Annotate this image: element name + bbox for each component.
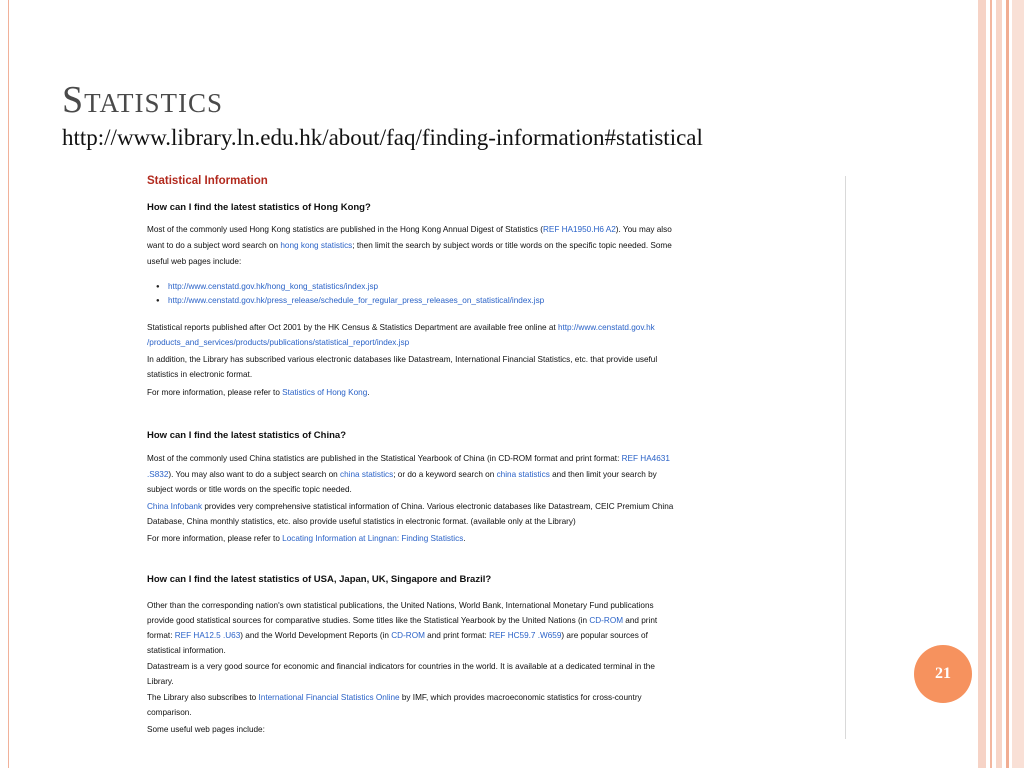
link-statistics-of-hong-kong[interactable]: Statistics of Hong Kong — [282, 388, 368, 397]
paragraph — [147, 238, 672, 254]
link-ref[interactable]: REF HA1950.H6 A2 — [542, 225, 616, 234]
link-censtatd[interactable]: http://www.censtatd.gov.hk — [557, 323, 655, 332]
link-censtatd-reports[interactable]: /products_and_services/products/publications/statistical_report/index.jsp — [147, 338, 410, 347]
paragraph: In addition, the Library has subscribed various electronic databases like Datastream, International Financial Statistics, etc. that provide useful — [147, 355, 658, 364]
decor-stripe — [1006, 0, 1009, 768]
decor-left-line — [8, 0, 9, 768]
text: The Library also subscribes to — [147, 693, 259, 702]
question-hong-kong: How can I find the latest statistics of Hong Kong? — [147, 202, 371, 213]
text: Most of the commonly used Hong Kong statistics are published in the Hong Kong Annual Digest of Statistics ( — [147, 225, 543, 234]
text: For more information, please refer to — [147, 534, 283, 543]
screenshot-border — [845, 176, 846, 739]
paragraph: statistical information. — [147, 646, 226, 655]
text: ). You may also — [615, 225, 672, 234]
paragraph — [147, 499, 673, 515]
text: . — [367, 388, 370, 397]
paragraph: Datastream is a very good source for economic and financial indicators for countries in the world. It is available at a dedicated terminal in the — [147, 662, 655, 671]
paragraph — [147, 467, 657, 483]
decor-stripe — [990, 0, 992, 768]
text: For more information, please refer to — [147, 388, 283, 397]
slide-subtitle-url[interactable]: http://www.library.ln.edu.hk/about/faq/finding-information#statistical — [62, 125, 703, 150]
list-item — [156, 294, 544, 308]
link-censtatd-stats[interactable]: http://www.censtatd.gov.hk/hong_kong_statistics/index.jsp — [168, 282, 379, 291]
paragraph — [147, 628, 648, 644]
link-hong-kong-statistics[interactable]: hong kong statistics — [280, 241, 353, 250]
page-number-badge: 21 — [914, 645, 972, 703]
section-heading: Statistical Information — [147, 175, 268, 187]
text: provide good statistical sources for comparative studies. Some titles like the Statistical Yearbook by the United Nations (in — [147, 616, 590, 625]
text: want to do a subject word search on — [147, 241, 281, 250]
text: Statistical reports published after Oct 2001 by the HK Census & Statistics Department are available free online at — [147, 323, 558, 332]
paragraph — [147, 451, 670, 467]
link-list — [156, 280, 544, 308]
link-ref[interactable]: .S832 — [147, 470, 169, 479]
link-china-statistics[interactable]: china statistics — [340, 470, 394, 479]
link-china-infobank[interactable]: China Infobank — [147, 502, 203, 511]
slide-title: Statistics — [62, 79, 223, 121]
link-finding-statistics[interactable]: Locating Information at Lingnan: Finding Statistics — [282, 534, 464, 543]
paragraph — [147, 385, 370, 401]
list-item — [156, 280, 544, 294]
link-ifs-online[interactable]: International Financial Statistics Online — [258, 693, 400, 702]
link-ref[interactable]: REF HA12.5 .U63 — [174, 631, 241, 640]
text: ; or do a keyword search on — [393, 470, 497, 479]
text: by IMF, which provides macroeconomic statistics for cross-country — [399, 693, 642, 702]
decor-stripe — [1012, 0, 1024, 768]
paragraph: Database, China monthly statistics, etc. also provide useful statistics in electronic format. (available only at the Library) — [147, 517, 576, 526]
webpage-screenshot — [138, 168, 846, 740]
question-china: How can I find the latest statistics of China? — [147, 430, 346, 441]
link-censtatd-press[interactable]: http://www.censtatd.gov.hk/press_release/schedule_for_regular_press_releases_on_statistical/index.jsp — [168, 296, 545, 305]
link-china-statistics[interactable]: china statistics — [496, 470, 550, 479]
text: ) are popular sources of — [561, 631, 648, 640]
text: and then limit your search by — [549, 470, 657, 479]
text: ). You may also want to do a subject search on — [168, 470, 340, 479]
link-ref[interactable]: REF HC59.7 .W659 — [489, 631, 562, 640]
link-cd-rom[interactable]: CD-ROM — [391, 631, 425, 640]
text: and print — [623, 616, 658, 625]
paragraph — [147, 222, 672, 238]
paragraph — [147, 613, 657, 629]
link-cd-rom[interactable]: CD-ROM — [589, 616, 624, 625]
text: ; then limit the search by subject words or title words on the specific topic needed. Some — [352, 241, 672, 250]
text: and print format: — [424, 631, 490, 640]
paragraph: Other than the corresponding nation's own statistical publications, the United Nations, World Bank, International Monetary Fund publications — [147, 601, 654, 610]
decor-stripe — [978, 0, 986, 768]
paragraph: useful web pages include: — [147, 257, 242, 266]
paragraph: statistics in electronic format. — [147, 370, 253, 379]
paragraph: Library. — [147, 677, 174, 686]
paragraph: Some useful web pages include: — [147, 725, 265, 734]
text: provides very comprehensive statistical information of China. Various electronic databases like Datastream, CEIC Premium China — [202, 502, 674, 511]
text: format: — [147, 631, 175, 640]
paragraph — [147, 335, 409, 351]
text: Most of the commonly used China statistics are published in the Statistical Yearbook of China (in CD-ROM format and print format: — [147, 454, 622, 463]
link-ref[interactable]: REF HA4631 — [621, 454, 670, 463]
text: ) and the World Development Reports (in — [240, 631, 392, 640]
question-international: How can I find the latest statistics of USA, Japan, UK, Singapore and Brazil? — [147, 574, 492, 585]
paragraph — [147, 690, 642, 706]
paragraph: comparison. — [147, 708, 192, 717]
decor-stripe — [996, 0, 1002, 768]
text: . — [463, 534, 466, 543]
paragraph — [147, 531, 466, 547]
paragraph: subject words or title words on the specific topic needed. — [147, 485, 352, 494]
paragraph — [147, 320, 655, 336]
